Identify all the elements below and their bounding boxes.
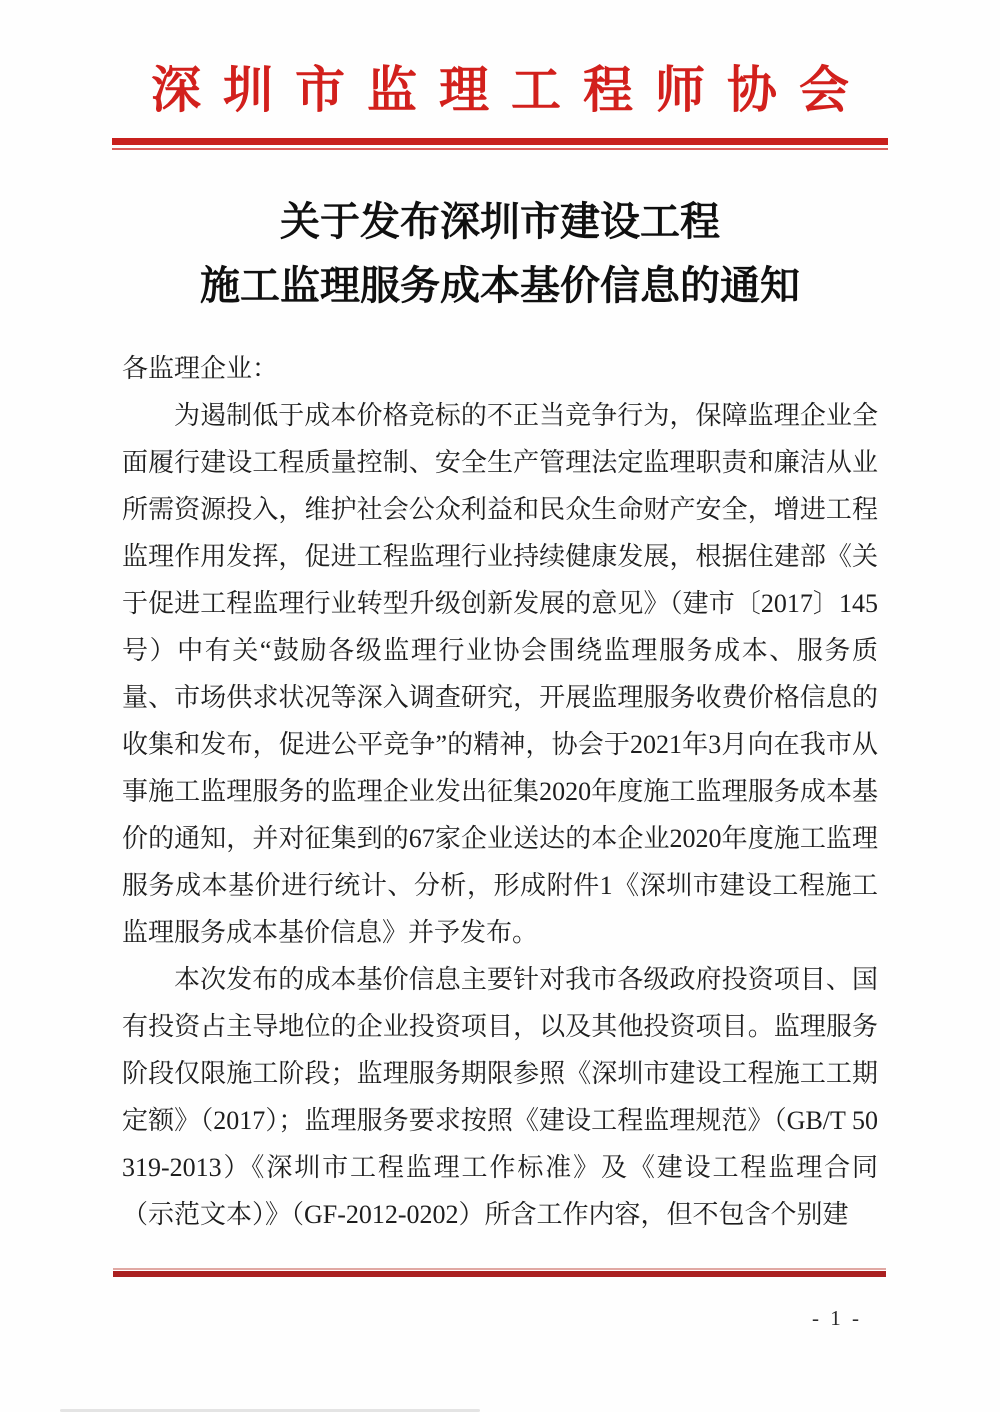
letterhead-double-rule bbox=[112, 138, 888, 150]
page-number: - 1 - bbox=[812, 1306, 862, 1330]
document-body bbox=[122, 345, 878, 1238]
footer-double-rule bbox=[113, 1268, 886, 1277]
letterhead-org-name: 深圳市监理工程师协会 bbox=[151, 62, 871, 118]
document-title bbox=[0, 190, 1000, 318]
footer-rule-thin bbox=[113, 1268, 886, 1270]
letterhead-rule-thick bbox=[112, 138, 888, 145]
body-paragraph-1: 为遏制低于成本价格竞标的不正当竞争行为，保障监理企业全面履行建设工程质量控制、安全生产管理法定监理职责和廉洁从业所需资源投入，维护社会公众利益和民众生命财产安全，增进工程监理作用发挥，促进工程监理行业持续健康发展，根据住建部《关于促进工程监理行业转型升级创新发展的意见》（建市〔2017〕145号）中有关“鼓励各级监理行业协会围绕监理服务成本、服务质量、市场供求状况等深入调查研究，开展监理服务收费价格信息的收集和发布，促进公平竞争”的精神，协会于2021年3月向在我市从事施工监理服务的监理企业发出征集2020年度施工监理服务成本基价的通知，并对征集到的67家企业送达的本企业2020年度施工监理服务成本基价进行统计、分析，形成附件1《深圳市建设工程施工监理服务成本基价信息》并予发布。 bbox=[122, 401, 878, 947]
body-paragraph-2: 本次发布的成本基价信息主要针对我市各级政府投资项目、国有投资占主导地位的企业投资项目，以及其他投资项目。监理服务阶段仅限施工阶段；监理服务期限参照《深圳市建设工程施工工期定额》（2017）；监理服务要求按照《建设工程监理规范》（GB/T 50319-2013）《深圳市工程监理工作标准》及《建设工程监理合同（示范文本）》（GF-2012-0202）所含工作内容，但不包含个别建 bbox=[122, 965, 878, 1229]
document-title-line1: 关于发布深圳市建设工程 bbox=[280, 199, 720, 244]
letterhead-rule-thin bbox=[112, 148, 888, 150]
salutation: 各监理企业： bbox=[122, 354, 279, 383]
document-title-line2: 施工监理服务成本基价信息的通知 bbox=[200, 263, 800, 308]
footer-rule-thick bbox=[113, 1271, 886, 1277]
